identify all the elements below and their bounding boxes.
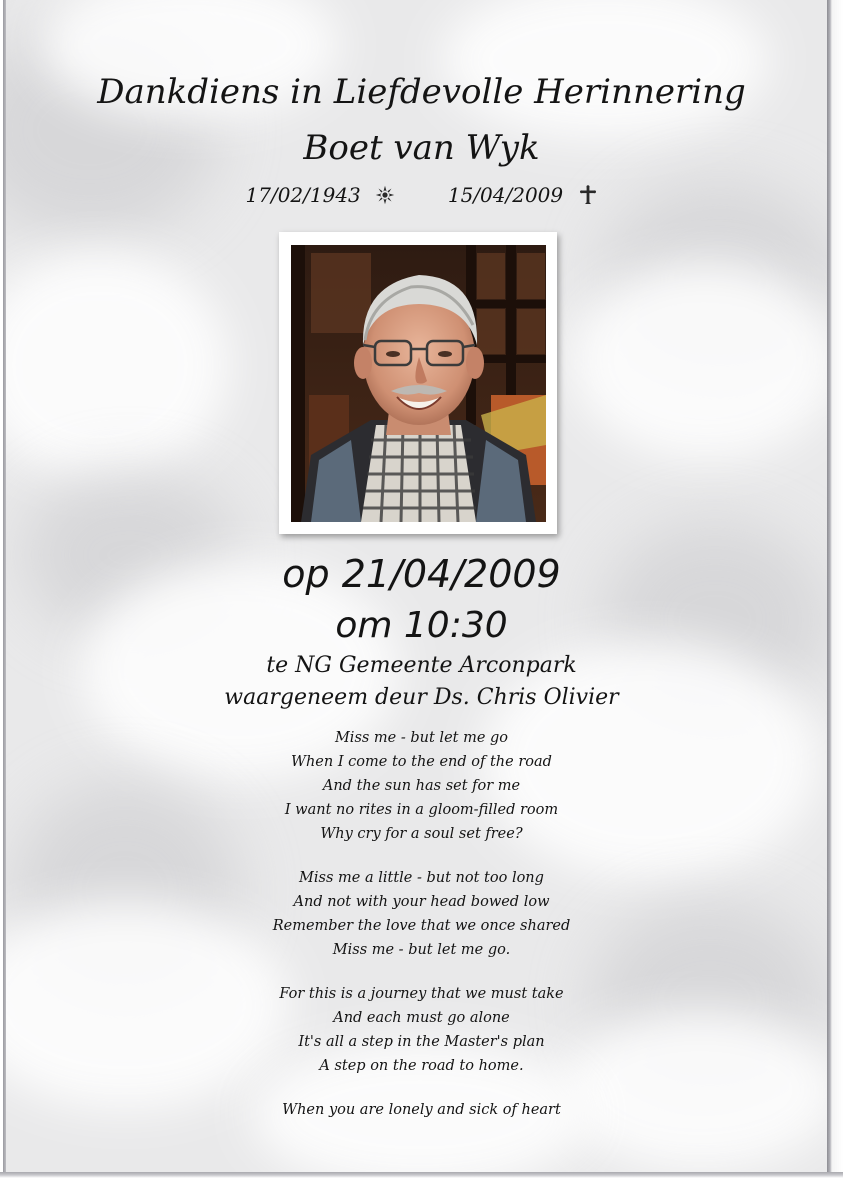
poem-line: Remember the love that we once shared: [272, 918, 571, 934]
portrait-image: [291, 245, 546, 522]
service-date: op 21/04/2009: [282, 552, 561, 596]
poem-line: And the sun has set for me: [322, 778, 521, 794]
deceased-name: Boet van Wyk: [303, 128, 540, 168]
poem: [0, 726, 843, 1142]
poem-line: Miss me a little - but not too long: [299, 870, 544, 886]
card-title: Dankdiens in Liefdevolle Herinnering: [97, 72, 746, 112]
poem-line: A step on the road to home.: [319, 1058, 524, 1074]
poem-line: It's all a step in the Master's plan: [298, 1034, 545, 1050]
poem-line: For this is a journey that we must take: [279, 986, 564, 1002]
poem-line: And each must go alone: [333, 1010, 510, 1026]
poem-stanza: [0, 1098, 843, 1122]
poem-line: When I come to the end of the road: [291, 754, 552, 770]
portrait-frame: [279, 232, 557, 534]
poem-line: And not with your head bowed low: [293, 894, 550, 910]
service-venue: te NG Gemeente Arconpark: [266, 653, 577, 678]
cross-icon: [578, 185, 598, 205]
birth-date: 17/02/1943: [245, 182, 361, 207]
star-icon: [375, 185, 395, 205]
poem-line: Miss me - but let me go.: [332, 942, 511, 958]
poem-stanza: [0, 726, 843, 846]
poem-line: Why cry for a soul set free?: [320, 826, 523, 842]
service-time: om 10:30: [335, 605, 508, 646]
death-date: 15/04/2009: [447, 182, 564, 207]
poem-line: When you are lonely and sick of heart: [282, 1102, 561, 1118]
poem-line: I want no rites in a gloom-filled room: [284, 802, 559, 818]
poem-stanza: [0, 982, 843, 1078]
life-dates: [0, 178, 843, 210]
portrait-photo: [291, 245, 546, 522]
service-officiant: waargeneem deur Ds. Chris Olivier: [224, 685, 619, 710]
poem-stanza: [0, 866, 843, 962]
poem-line: Miss me - but let me go: [334, 730, 509, 746]
